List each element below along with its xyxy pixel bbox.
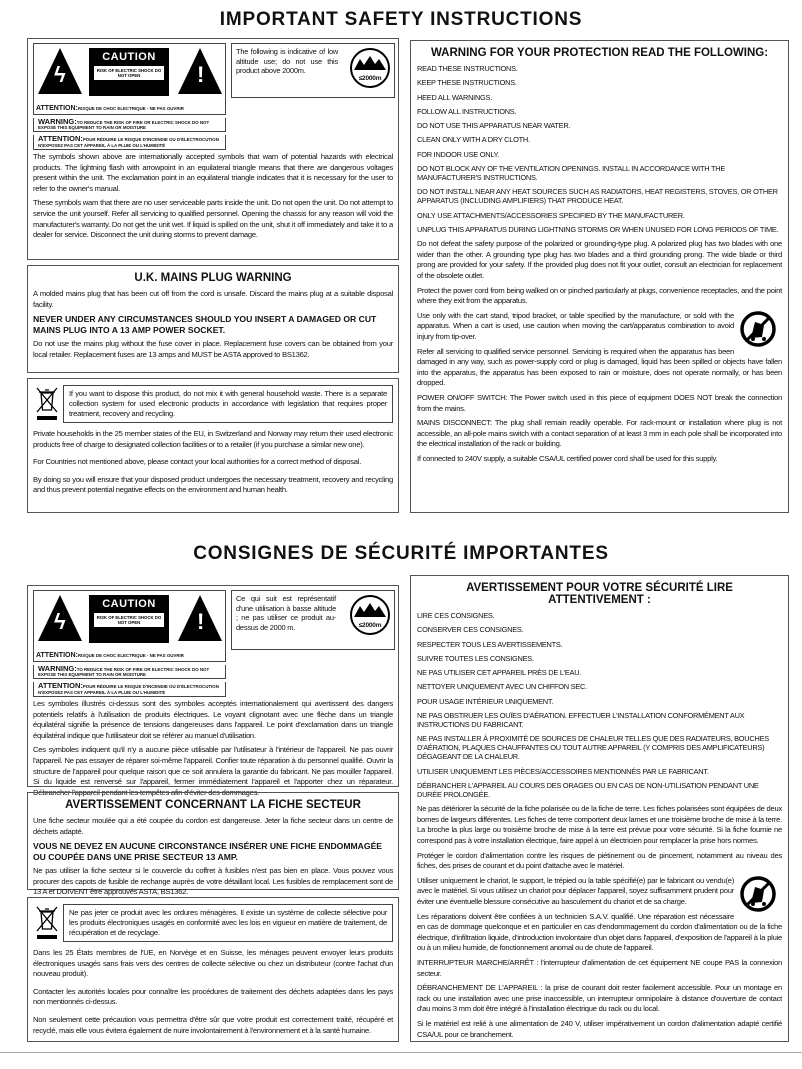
mains-plug-title: AVERTISSEMENT CONCERNANT LA FICHE SECTEUR: [65, 799, 361, 811]
warning-item: CONSERVER CES CONSIGNES.: [417, 625, 524, 635]
warning-title: AVERTISSEMENT POUR VOTRE SÉCURITÉ LIRE ATTENTIVEMENT :: [466, 582, 733, 606]
warning-paragraph-text: Protéger le cordon d'alimentation contre les risques de piétinement ou de pincement, notamment au niveau des fiches, des prises de courant et du point d'attache avec le matériel.: [417, 850, 782, 871]
warning-paragraph: [417, 851, 782, 872]
altitude-badge: ≤2000m: [358, 74, 382, 82]
mains-plug-box: [27, 265, 399, 373]
warning-item: READ THESE INSTRUCTIONS.: [417, 64, 518, 73]
warning-paragraph: [417, 239, 782, 281]
warning-strip: [33, 118, 226, 132]
warning-text: TO REDUCE THE RISK OF FIRE OR ELECTRIC SHOCK DO NOT EXPOSE THIS EQUIPMENT TO RAIN OR MOISTURE: [38, 120, 210, 131]
warning-paragraph-text: If connected to 240V supply, a suitable CSA/UL certified power cord shall be used for this supply.: [417, 453, 718, 463]
warning-paragraph: [417, 958, 782, 979]
crossed-bin-icon: [36, 387, 58, 426]
altitude-notice: [231, 590, 395, 650]
warning-item: NE PAS OBSTRUER LES OUÏES D'AÉRATION. EFFECTUER L'INSTALLATION CONFORMÉMENT AUX INSTRUCTIONS DU FABRICANT.: [417, 711, 745, 730]
warning-strip: [33, 665, 226, 679]
attention2-label: ATTENTION:: [38, 134, 83, 144]
mains-plug-paragraph: Do not use the mains plug without the fuse cover in place. Replacement fuse covers can be obtained from your local retailer. Replacement fuses are 13 amps and MUST be ASTA approved to BS1362.: [33, 339, 393, 359]
warning-label: WARNING:: [38, 664, 77, 673]
altitude-notice: [231, 43, 395, 98]
crossed-bin-icon: [36, 906, 58, 945]
disposal-paragraph: By doing so you will ensure that your disposed product undergoes the necessary treatment, recovery and recycling and thus prevent potential negative effects on the environment and human health.: [33, 474, 393, 495]
caution-risk-text: RISK OF ELECTRIC SHOCK DO NOT OPEN: [94, 613, 164, 627]
warning-paragraph-text: Protect the power cord from being walked on or pinched particularly at plugs, convenience receptacles, and the point where they exit from the apparatus.: [417, 285, 782, 306]
attention-label: ATTENTION:: [36, 105, 78, 112]
cart-tipover-icon: [740, 876, 776, 916]
warning-paragraph-text: Use only with the cart stand, tripod bracket, or table specified by the manufacture, or sold with the apparatus. When a cart is used, use caution when moving the cart/apparatus combination to avoid injury from tip-over.: [417, 310, 734, 342]
caution-risk-text: RISK OF ELECTRIC SHOCK DO NOT OPEN: [94, 66, 164, 80]
warning-item: LIRE CES CONSIGNES.: [417, 611, 495, 620]
warning-paragraph: [417, 347, 782, 389]
warning-paragraph: [417, 393, 782, 414]
warning-paragraph-text: Ne pas détériorer la sécurité de la fiche polarisée ou de la fiche de terre. Les fiches polarisées sont équipées de deux bornes de largeurs différentes. Les fiches de terre comportent deux lames et une troisième broche de mise à la terre. La broche la plus large ou troisième broche de mise à la terre est prévue pour votre sécurité. Si la fiche fournie ne correspond pas à votre installation électrique, faire appel à un électricien pour remplacer la prise hors normes.: [417, 804, 782, 846]
warning-item: HEED ALL WARNINGS.: [417, 92, 493, 102]
warning-item: UNPLUG THIS APPARATUS DURING LIGHTNING STORMS OR WHEN UNUSED FOR LONG PERIODS OF TIME.: [417, 224, 779, 234]
attention2-text: POUR RÉDUIRE LE RISQUE D'INCENDIE OU D'ÉLECTROCUTION N'EXPOSEZ PAS CET APPAREIL À LA PLUIE OU L'HUMIDITÉ: [38, 684, 219, 695]
altitude-badge: ≤2000m: [358, 621, 382, 629]
cart-tipover-icon: [740, 311, 776, 351]
warning-item: DO NOT BLOCK ANY OF THE VENTILATION OPENINGS. INSTALL IN ACCORDANCE WITH THE MANUFACTURER'S INSTRUCTIONS.: [417, 164, 726, 183]
warning-paragraph: [417, 1019, 782, 1040]
caution-panel: [89, 595, 169, 643]
warning-item: FOLLOW ALL INSTRUCTIONS.: [417, 106, 517, 116]
mains-plug-title: U.K. MAINS PLUG WARNING: [134, 272, 292, 284]
attention2-text: POUR RÉDUIRE LE RISQUE D'INCENDIE OU D'ÉLECTROCUTION N'EXPOSEZ PAS CET APPAREIL À LA PLUIE OU L'HUMIDITÉ: [38, 137, 219, 148]
lightning-triangle-icon: ϟ: [38, 48, 82, 94]
caution-label-top: [33, 43, 226, 115]
mountain-altitude-icon: [350, 48, 390, 88]
warning-paragraph-text: DÉBRANCHEMENT DE L'APPAREIL : la prise de courant doit rester facilement accessible. Pour un montage en rack ou une installation avec une prise inaccessible, un interrupteur omnipolaire à distance d'ouverture de contact d'au moins 3 mm doit être intégré à l'installation électrique du rack ou du local.: [417, 983, 782, 1014]
warning-paragraph: [417, 418, 782, 450]
warning-item: KEEP THESE INSTRUCTIONS.: [417, 78, 517, 88]
exclamation-triangle-icon: !: [178, 48, 222, 94]
attention-line: [36, 652, 184, 659]
symbols-paragraph: Les symboles illustrés ci-dessus sont des symboles acceptés internationalement qui avertissent des dangers potentiels relatifs à l'utilisation de produits électriques. Le voyant clignotant avec une flèche dans un triangle équilatéral signifie la présence de tensions dangereuses dans l'appareil. Le point d'exclamation dans un triangle équilatéral indique que l'utilisateur doit se référer au manuel d'utilisation.: [33, 699, 393, 740]
symbols-box: [27, 585, 399, 797]
caution-label: [33, 590, 226, 697]
attention-label: ATTENTION:: [36, 652, 78, 659]
warning-paragraph-text: MAINS DISCONNECT: The plug shall remain readily operable. For rack-mount or installation where plug is not accessible, an all-pole mains switch with a contact separation of at least 3 mm in each pole shall be incorporated into the electrical installation of the rack or building.: [417, 418, 782, 449]
disposal-boxed-text: Ne pas jeter ce produit avec les ordures ménagères. Il existe un système de collecte sélective pour les produits électroniques usagés en conformité avec les lois en vigueur en matière de traitement, de récupération et de recyclage.: [63, 904, 393, 942]
warning-paragraph: [417, 311, 782, 343]
page-bottom-rule: [0, 1052, 802, 1053]
attention-text: RISQUE DE CHOC ELECTRIQUE - NE PAS OUVRIR: [77, 106, 184, 111]
disposal-boxed-text: If you want to dispose this product, do not mix it with general household waste. There is a separate collection system for used electronic products in accordance with legislation that requires proper treatment, recovery and recycling.: [63, 385, 393, 423]
warning-paragraph-text: Les réparations doivent être confiées à un technicien S.A.V. qualifié. Une réparation est nécessaire en cas de dommage quelconque et en particulier en cas d'endommagement du cordon d'alimentation ou de la fiche électrique, d'infiltration liquide, d'introduction involontaire d'un objet dans l'appareil, d'exposition de l'appareil à la pluie ou à un milieu humide, de fonctionnement anomal ou de chute de l'appareil.: [417, 911, 782, 953]
section-title: CONSIGNES DE SÉCURITÉ IMPORTANTES: [193, 543, 609, 564]
warning-box: [410, 40, 789, 513]
mains-plug-bold-warning: VOUS NE DEVEZ EN AUCUNE CIRCONSTANCE INSÉRER UNE FICHE ENDOMMAGÉE OU COUPÉE DANS UNE PRISE SECTEUR 13 AMP.: [33, 841, 383, 863]
warning-paragraph: [417, 804, 782, 846]
symbols-box: [27, 38, 399, 260]
disposal-box: [27, 897, 399, 1042]
warning-item: NETTOYER UNIQUEMENT AVEC UN CHIFFON SEC.: [417, 682, 587, 692]
warning-paragraph-text: Refer all servicing to qualified service personnel. Servicing is required when the apparatus has been damaged in any way, such as power-supply cord or plug is damaged, liquid has been spilled or objects have fallen into the apparatus, the apparatus has been exposed to rain or moisture, does not operate normally, or has been dropped.: [417, 346, 782, 388]
warning-paragraph: [417, 454, 782, 465]
warning-paragraph-text: Si le matériel est relié à une alimentation de 240 V, utiliser impérativement un cordon d'alimentation adapté certifié CSA/UL pour ce branchement.: [417, 1018, 782, 1039]
altitude-text: The following is indicative of low altitude use; do not use this product above 2000m.: [236, 47, 338, 75]
warning-item: NE PAS UTILISER CET APPAREIL PRÈS DE L'EAU.: [417, 668, 582, 678]
warning-paragraph-text: Do not defeat the safety purpose of the polarized or grounding-type plug. A polarized plug has two blades with one wider than the other. A grounding type plug has two blades and a third grounding prong. The wide blade or third prong are provided for your safety. If the provided plug does not fit your outlet, consult an electrician for replacement of the obsolete outlet.: [417, 239, 782, 281]
warning-item: SUIVRE TOUTES LES CONSIGNES.: [417, 653, 534, 663]
attention-line: [36, 105, 184, 112]
attention-strip: [33, 682, 226, 696]
warning-paragraph-text: Utiliser uniquement le chariot, le support, le trépied ou la table spécifié(e) par le fabricant ou vendu(e) avec le matériel. Si vous utilisez un chariot pour déplacer l'appareil, soyez suffisamment prudent pour éviter une éventuelle blessure consécutive au basculement du chariot et de sa charge.: [417, 875, 734, 907]
warning-item: RESPECTER TOUS LES AVERTISSEMENTS.: [417, 639, 563, 649]
mains-plug-paragraph: Une fiche secteur moulée qui a été coupée du cordon est dangereuse. Jeter la fiche secteur dans un centre de déchets adapté.: [33, 816, 393, 836]
warning-item: FOR INDOOR USE ONLY.: [417, 149, 500, 159]
warning-paragraph: [417, 912, 782, 954]
warning-label: WARNING:: [38, 117, 77, 126]
mountain-altitude-icon: [350, 595, 390, 635]
attention-text: RISQUE DE CHOC ELECTRIQUE - NE PAS OUVRIR: [77, 653, 184, 658]
caution-heading: CAUTION: [102, 51, 156, 63]
disposal-paragraph: For Countries not mentioned above, please contact your local authorities for a correct method of disposal.: [33, 457, 362, 467]
attention-strip: [33, 135, 226, 149]
warning-paragraph: [417, 286, 782, 307]
disposal-paragraph: Non seulement cette précaution vous permettra d'être sûr que votre produit est correctement traité, récupéré et recyclé, mais elle vous évitera également de nuire involontairement à l'environnement et à la santé humaine.: [33, 1014, 393, 1035]
attention2-label: ATTENTION:: [38, 681, 83, 691]
caution-panel: [89, 48, 169, 96]
warning-item: CLEAN ONLY WITH A DRY CLOTH.: [417, 135, 530, 145]
disposal-paragraph: Dans les 25 États membres de l'UE, en Norvège et en Suisse, les ménages peuvent envoyer leurs produits électroniques usagés sans frais vers des centres de collecte sélective ou chez un distributeur (contre l'achat d'un nouveau produit).: [33, 948, 393, 979]
warning-item: NE PAS INSTALLER À PROXIMITÉ DE SOURCES DE CHALEUR TELLES QUE DES RADIATEURS, BOUCHES D'AÉRATION, PLAQUES CHAUFFANTES OU TOUT AUTRE APPAREIL (Y COMPRIS DES AMPLIFICATEURS) DÉGAGEANT DE LA CHALEUR.: [417, 734, 769, 762]
exclamation-triangle-icon: !: [178, 595, 222, 641]
warning-paragraph-text: INTERRUPTEUR MARCHE/ARRÊT : l'interrupteur d'alimentation de cet équipement NE coupe PAS la connexion secteur.: [417, 957, 782, 978]
mains-plug-paragraph: A molded mains plug that has been cut off from the cord is unsafe. Discard the mains plug at a suitable disposal facility.: [33, 289, 393, 309]
altitude-text: Ce qui suit est représentatif d'une utilisation à basse altitude ; ne pas utiliser ce produit au-dessus de 2000 m.: [236, 594, 336, 632]
caution-heading: CAUTION: [102, 598, 156, 610]
warning-item: UTILISER UNIQUEMENT LES PIÈCES/ACCESSOIRES MENTIONNÉS PAR LE FABRICANT.: [417, 766, 709, 776]
symbols-paragraph: These symbols warn that there are no user serviceable parts inside the unit. Do not open the unit. Do not attempt to service the unit yourself. Refer all servicing to qualified personnel. Opening the chassis for any reason will void the manufacturer's warranty. Do not get the unit wet. If liquid is spilled on the unit, shut it off immediately and take it to a dealer for service. Disconnect the unit during storms to prevent damage.: [33, 198, 393, 240]
caution-label: [33, 43, 226, 150]
symbols-paragraph: Ces symboles indiquent qu'il n'y a aucune pièce utilisable par l'utilisateur à l'intérieur de l'appareil. Ne pas ouvrir l'appareil. Ne pas essayer de réparer soi-même l'appareil. Confier toute réparation à du personnel qualifié. Ouvrir la structure de l'appareil pour quelque raison que ce soit annulera la garantie du fabricant. Ne pas mouiller l'appareil. Si du liquide est renversé sur l'appareil, fermer immédiatement l'appareil et l'apporter chez un réparateur. Débrancher l'appareil pendant les tempêtes afin d'éviter des dommages.: [33, 745, 393, 797]
disposal-paragraph: Contacter les autorités locales pour connaître les procédures de traitement des déchets adaptées dans les pays non mentionnés ci-dessus.: [33, 986, 393, 1007]
warning-item: DÉBRANCHER L'APPAREIL AU COURS DES ORAGES OU EN CAS DE NON-UTILISATION PENDANT UNE DURÉE PROLONGÉE.: [417, 780, 759, 799]
disposal-paragraph: Private households in the 25 member states of the EU, in Switzerland and Norway may return their used electronic products free of charge to designated collection facilities or to a retailer (if you purchase a similar new one).: [33, 429, 393, 449]
caution-label-top: [33, 590, 226, 662]
warning-text: TO REDUCE THE RISK OF FIRE OR ELECTRIC SHOCK DO NOT EXPOSE THIS EQUIPMENT TO RAIN OR MOISTURE: [38, 667, 210, 678]
warning-item: ONLY USE ATTACHMENTS/ACCESSORIES SPECIFIED BY THE MANUFACTURER.: [417, 210, 685, 220]
warning-box: [410, 575, 789, 1042]
mains-plug-box: [27, 792, 399, 897]
lightning-triangle-icon: ϟ: [38, 595, 82, 641]
symbols-paragraph: The symbols shown above are internationally accepted symbols that warn of potential hazards with electrical products. The lightning flash with arrowpoint in an equilateral triangle means that there are dangerous voltages present within the unit. The exclamation point in an equilateral triangle indicates that it is necessary for the user to refer to the owner's manual.: [33, 152, 393, 193]
mains-plug-paragraph: Ne pas utiliser la fiche secteur si le couvercle du coffret à fusibles n'est pas bien en place. Vous pouvez vous procurer des capots de fusible de rechange auprès de votre détaillant local. Les fusibles de remplacement sont de 13 A et DOIVENT être approuvés ASTA, BS1362.: [33, 866, 393, 897]
warning-title: WARNING FOR YOUR PROTECTION READ THE FOLLOWING:: [430, 47, 769, 59]
warning-item: POUR USAGE INTÉRIEUR UNIQUEMENT.: [417, 696, 554, 706]
section-title: IMPORTANT SAFETY INSTRUCTIONS: [219, 9, 583, 30]
disposal-box: [27, 378, 399, 513]
warning-item: DO NOT INSTALL NEAR ANY HEAT SOURCES SUCH AS RADIATORS, HEAT REGISTERS, STOVES, OR OTHER APPARATUS (INCLUDING AMPLIFIERS) THAT PRODUCE HEAT.: [417, 187, 778, 206]
warning-paragraph: [417, 983, 782, 1015]
warning-paragraph-text: POWER ON/OFF SWITCH: The Power switch used in this piece of equipment DOES NOT break the connection from the mains.: [417, 392, 782, 413]
warning-item: DO NOT USE THIS APPARATUS NEAR WATER.: [417, 121, 571, 131]
mains-plug-bold-warning: NEVER UNDER ANY CIRCUMSTANCES SHOULD YOU INSERT A DAMAGED OR CUT MAINS PLUG INTO A 13 AMP POWER SOCKET.: [33, 314, 377, 336]
warning-paragraph: [417, 876, 782, 908]
